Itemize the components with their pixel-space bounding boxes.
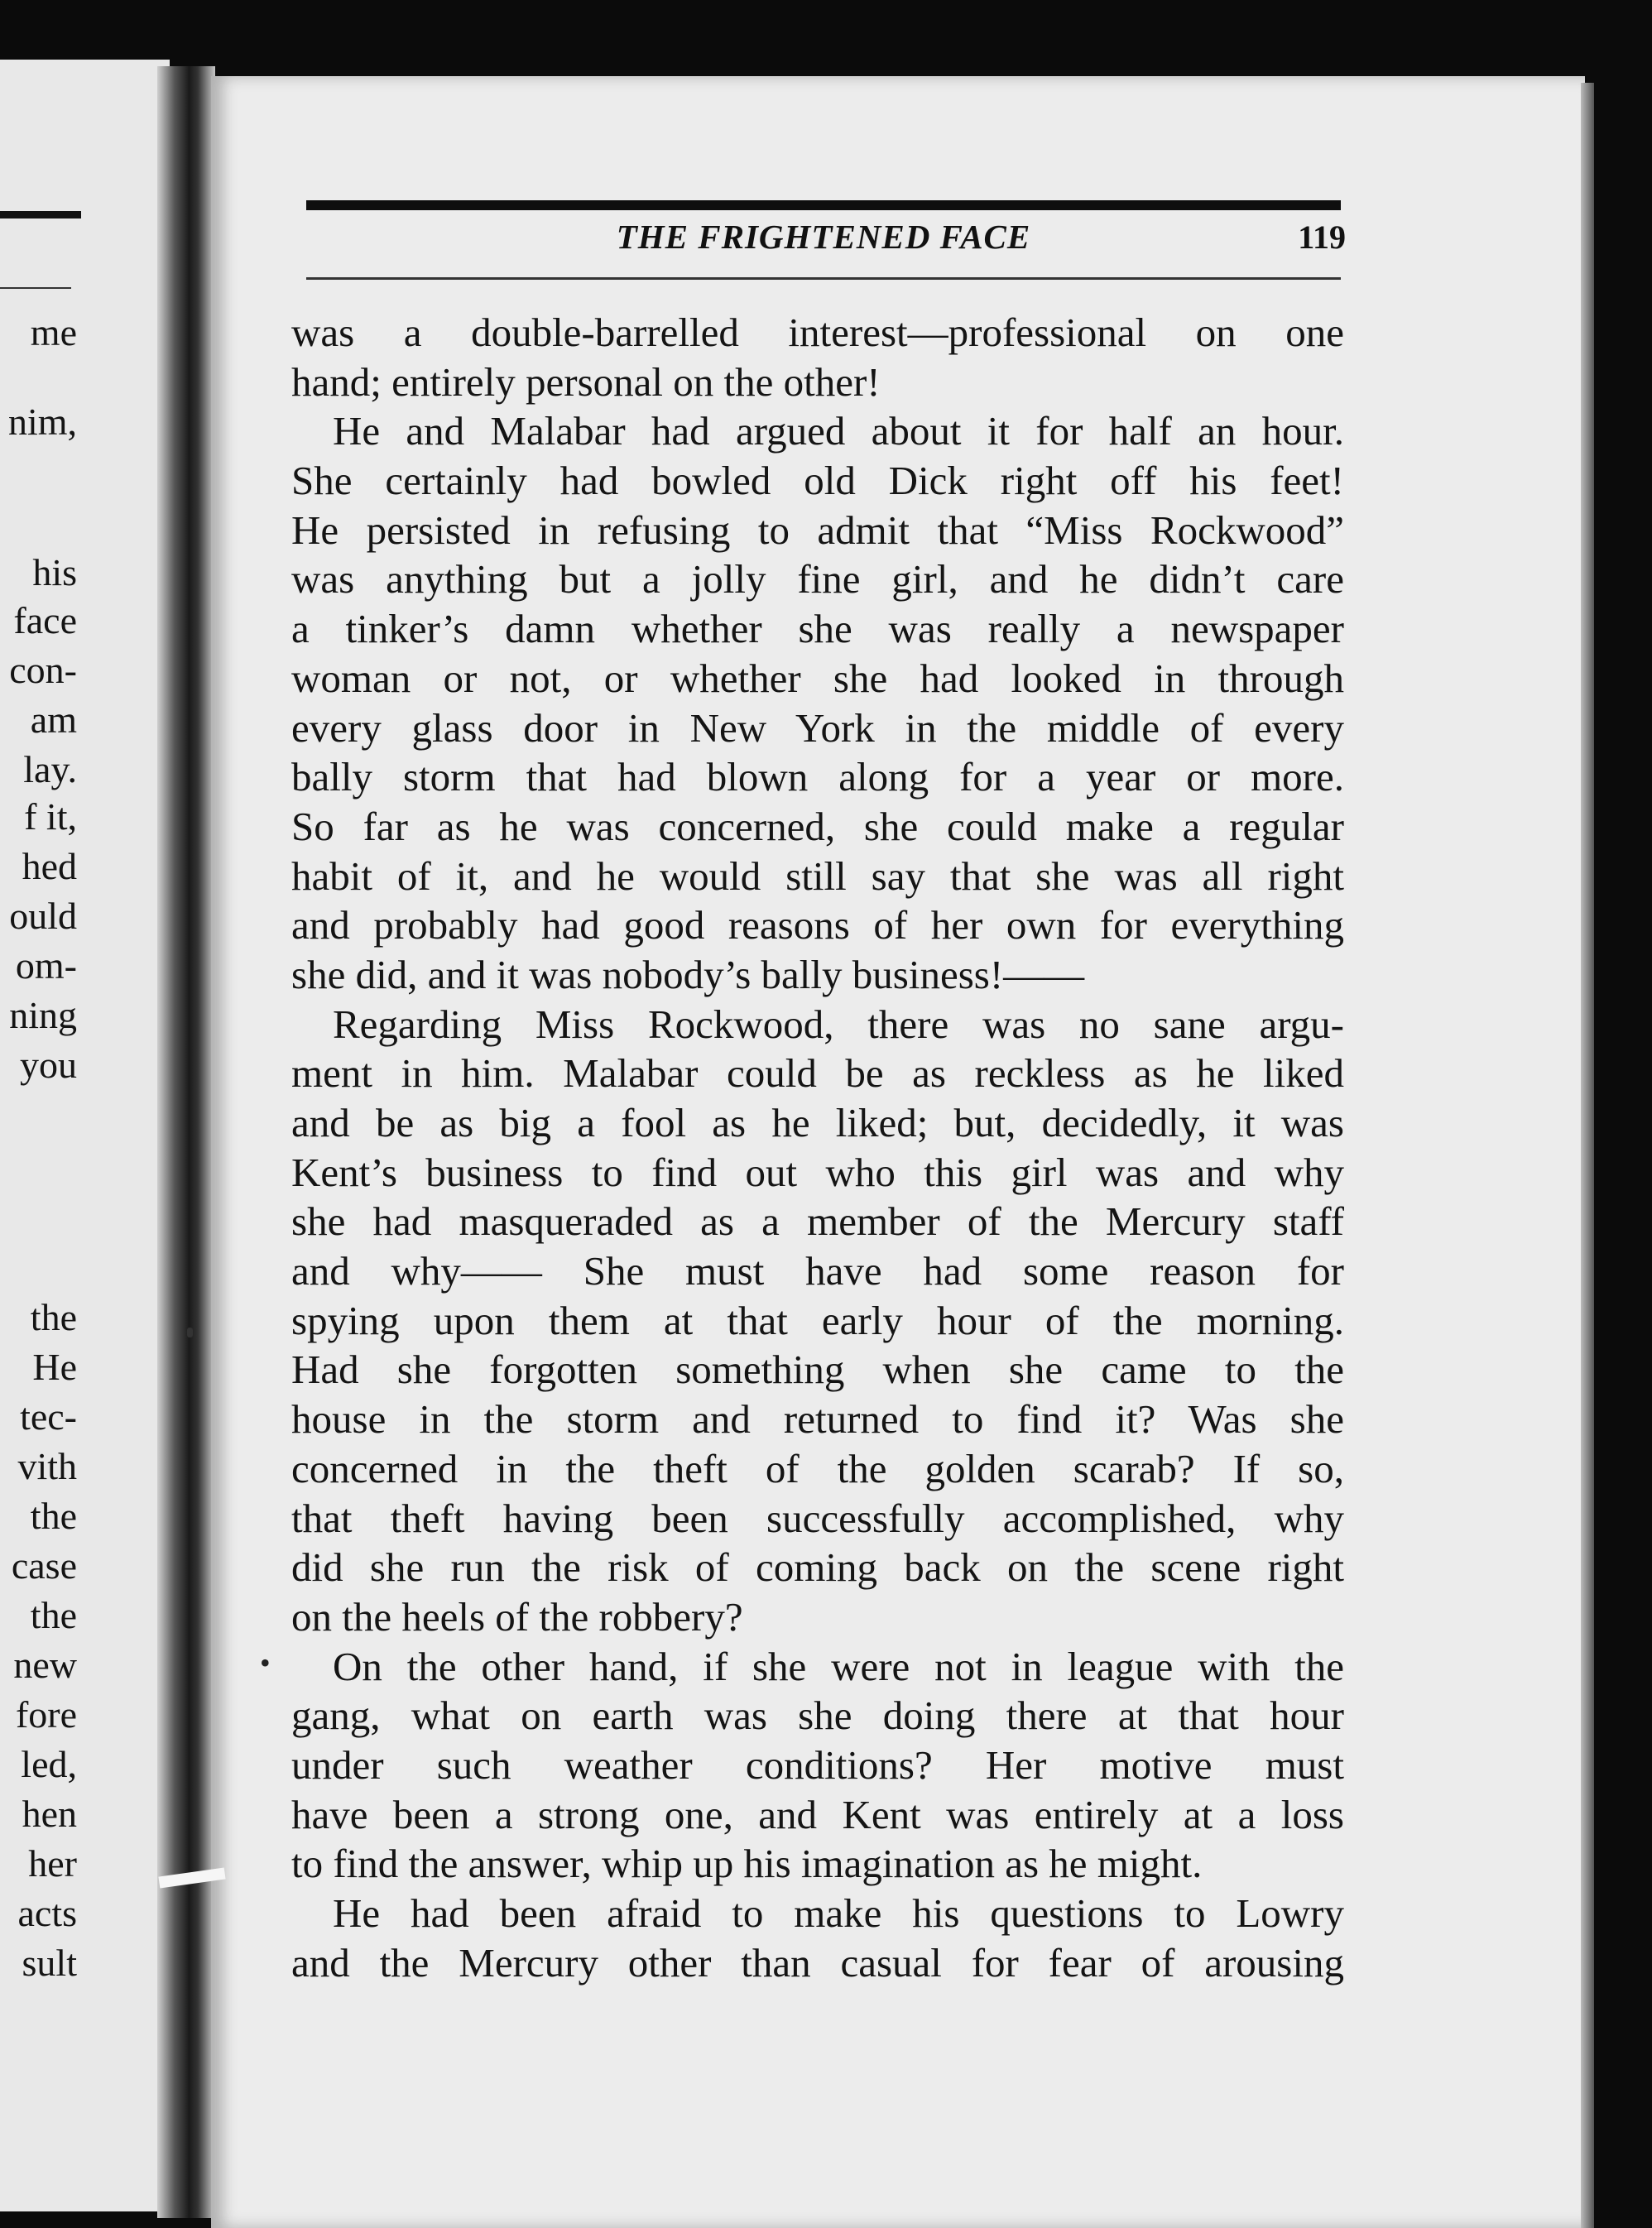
left-page-fragment: ning <box>9 994 77 1036</box>
left-page-fragment: new <box>13 1644 77 1686</box>
left-page-fragment: ould <box>9 895 77 937</box>
text-line: woman or not, or whether she had looked in through <box>291 655 1344 701</box>
left-page-fragment: case <box>11 1544 77 1587</box>
text-line: habit of it, and he would still say that she was all right <box>291 852 1344 899</box>
left-page-fragment: lay. <box>23 748 77 790</box>
left-page-fragment: om- <box>15 944 77 987</box>
text-line: was anything but a jolly fine girl, and he didn’t care <box>291 556 1344 603</box>
left-page-fragment: nim, <box>7 401 77 443</box>
left-page-thin-rule <box>0 287 71 289</box>
text-line: and probably had good reasons of her own for everything <box>291 902 1344 948</box>
text-line: every glass door in New York in the middle of every <box>291 704 1344 751</box>
left-page-fragment: the <box>30 1495 77 1537</box>
left-page-fragment: am <box>30 699 77 741</box>
text-line: she did, and it was nobody’s bally business!—— <box>291 951 1085 997</box>
text-line: on the heels of the robbery? <box>291 1593 743 1640</box>
text-line: a tinker’s damn whether she was really a newspaper <box>291 606 1344 652</box>
left-page-fragment: vith <box>17 1445 77 1487</box>
left-page-fragment: the <box>30 1296 77 1338</box>
text-line: gang, what on earth was she doing there at that hour <box>291 1693 1344 1739</box>
text-line: He had been afraid to make his questions to Lowry <box>333 1890 1344 1936</box>
running-head-title: THE FRIGHTENED FACE <box>616 218 1031 256</box>
margin-dot-mark: • <box>260 1646 271 1679</box>
left-page-fragment: hed <box>22 845 77 887</box>
left-page-fragment: f it, <box>24 795 77 838</box>
left-page-fragment: He <box>32 1346 77 1388</box>
text-line: have been a strong one, and Kent was entirely at a loss <box>291 1791 1344 1837</box>
text-line: So far as he was concerned, she could make a regular <box>291 803 1344 849</box>
text-line: hand; entirely personal on the other! <box>291 358 881 405</box>
text-line: to find the answer, whip up his imagination as he might. <box>291 1841 1203 1887</box>
gutter-dot-mark <box>187 1328 193 1337</box>
left-page-header-rule <box>0 211 81 218</box>
text-line: ment in him. Malabar could be as reckless as he liked <box>291 1050 1344 1097</box>
text-line: and the Mercury other than casual for fear of arousing <box>291 1939 1344 1986</box>
page-number: 119 <box>1298 218 1346 256</box>
left-page-fragment: led, <box>21 1743 77 1785</box>
text-line: was a double-barrelled interest—professional on one <box>291 310 1344 355</box>
text-line: that theft having been successfully accomplished, why <box>291 1495 1344 1541</box>
left-page-fragment: the <box>30 1594 77 1636</box>
left-page-fragment: me <box>30 311 77 353</box>
left-page-fragment: fore <box>15 1693 77 1736</box>
text-line: did she run the risk of coming back on the scene right <box>291 1544 1344 1591</box>
left-page-fragment: face <box>13 599 77 641</box>
text-line: spying upon them at that early hour of the morning. <box>291 1297 1344 1343</box>
text-line: bally storm that had blown along for a year or more. <box>291 754 1344 800</box>
left-page-fragment: con- <box>9 649 77 691</box>
text-line: Had she forgotten something when she came to the <box>291 1347 1344 1393</box>
left-page-fragment: acts <box>17 1892 77 1934</box>
header-thick-rule <box>306 200 1341 210</box>
header-thin-rule <box>306 277 1341 280</box>
text-line: He and Malabar had argued about it for half an hour. <box>333 408 1344 454</box>
text-line: and why—— She must have had some reason for <box>291 1248 1344 1294</box>
text-line: and be as big a fool as he liked; but, decidedly, it was <box>291 1100 1344 1145</box>
page-edge-shadow <box>1581 83 1594 2228</box>
text-line: Regarding Miss Rockwood, there was no sane argu- <box>333 1001 1344 1047</box>
text-line: house in the storm and returned to find it? Was she <box>291 1396 1344 1443</box>
body-text <box>291 308 1344 1987</box>
text-line: She certainly had bowled old Dick right off his feet! <box>291 458 1344 504</box>
text-line: He persisted in refusing to admit that “Miss Rockwood” <box>291 507 1344 553</box>
text-line: concerned in the theft of the golden scarab? If so, <box>291 1445 1344 1491</box>
left-page-fragment: hen <box>22 1793 77 1835</box>
left-page-fragment: you <box>20 1044 77 1086</box>
text-line: she had masqueraded as a member of the Mercury staff <box>291 1198 1344 1245</box>
book-gutter-shadow <box>157 66 215 2218</box>
left-page-fragment: his <box>32 551 77 593</box>
text-line: Kent’s business to find out who this girl was and why <box>291 1149 1344 1195</box>
text-line: under such weather conditions? Her motive must <box>291 1741 1344 1788</box>
left-page-fragment: her <box>28 1842 77 1885</box>
text-line: On the other hand, if she were not in league with the <box>333 1643 1344 1689</box>
left-page-fragment: sult <box>22 1942 77 1984</box>
left-page-fragment: tec- <box>20 1395 77 1438</box>
left-facing-page <box>0 60 170 2211</box>
